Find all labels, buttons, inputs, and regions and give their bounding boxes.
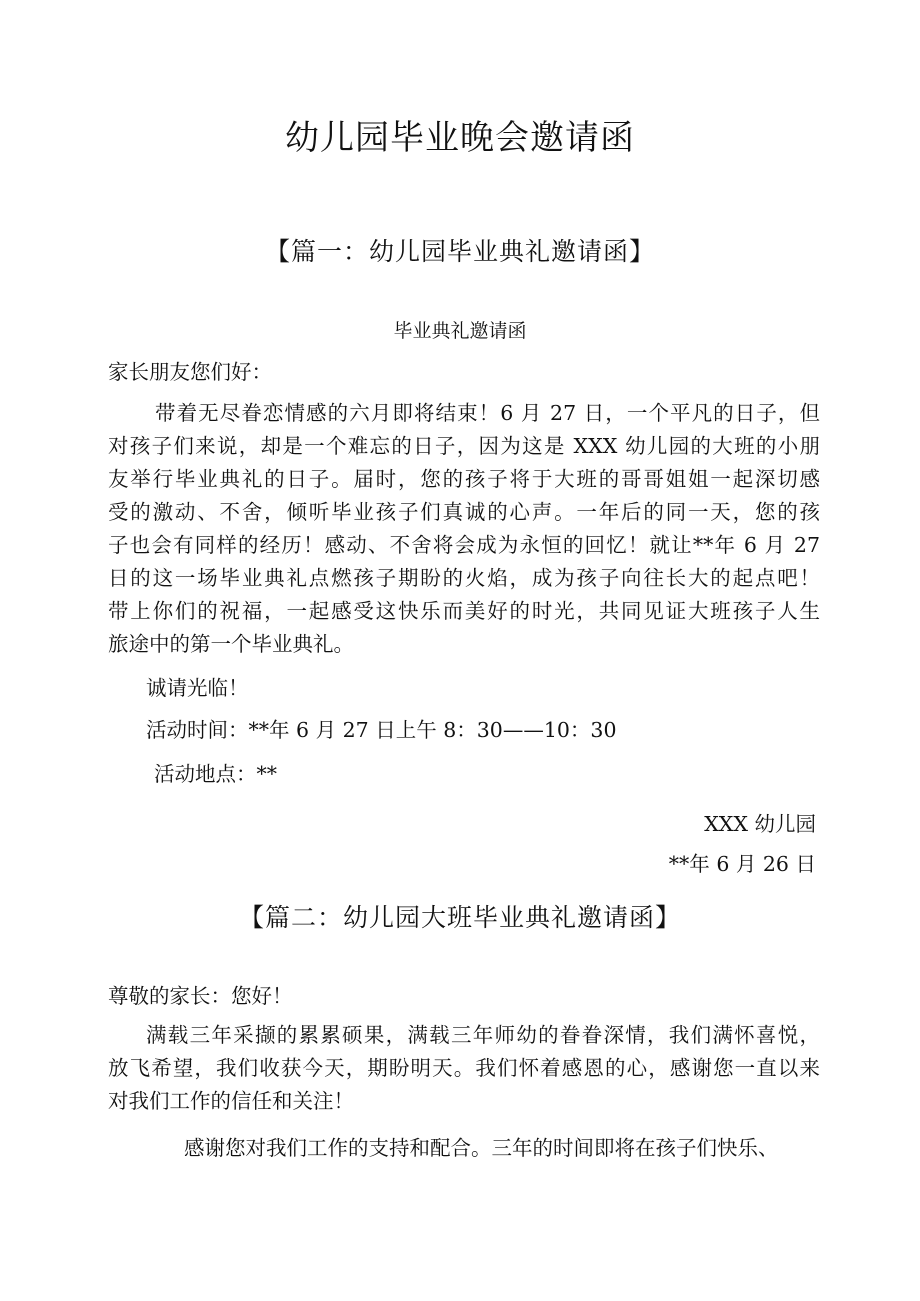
section-2-paragraph-2 (108, 1132, 820, 1165)
body-line: 友举行毕业典礼的日子。届时，您的孩子将于大班的哥哥姐姐一起深切感 (108, 467, 820, 491)
section-2-paragraph-1 (108, 1019, 820, 1118)
section-2-greeting: 尊敬的家长：您好！ (108, 984, 293, 1008)
body-line: 受的激动、不舍，倾听毕业孩子们真诚的心声。一年后的同一天，您的孩 (108, 500, 820, 524)
body-line: 放飞希望，我们收获今天，期盼明天。我们怀着感恩的心，感谢您一直以来 (108, 1056, 820, 1080)
section-1-subtitle: 毕业典礼邀请函 (393, 320, 527, 342)
section-2-heading: 【篇二：幼儿园大班毕业典礼邀请函】 (238, 903, 681, 932)
event-place: 活动地点：** (154, 762, 277, 786)
section-1-heading: 【篇一：幼儿园毕业典礼邀请函】 (264, 237, 655, 266)
signature-date: **年 6 月 26 日 (668, 852, 816, 876)
signature-kindergarten: XXX 幼儿园 (704, 812, 816, 836)
body-line: 带着无尽眷恋情感的六月即将结束！6 月 27 日，一个平凡的日子，但 (155, 401, 820, 425)
invite-line: 诚请光临！ (146, 676, 249, 700)
body-line: 旅途中的第一个毕业典礼。 (108, 632, 354, 656)
document-title: 幼儿园毕业晚会邀请函 (285, 118, 635, 158)
event-time: 活动时间：**年 6 月 27 日上午 8：30——10：30 (146, 718, 617, 742)
body-line: 对我们工作的信任和关注！ (108, 1089, 354, 1113)
section-1-body (108, 397, 820, 661)
section-1-greeting: 家长朋友您们好： (108, 360, 272, 384)
body-line: 对孩子们来说，却是一个难忘的日子，因为这是 XXX 幼儿园的大班的小朋 (108, 434, 820, 458)
body-line: 日的这一场毕业典礼点燃孩子期盼的火焰，成为孩子向往长大的起点吧！ (108, 566, 820, 590)
body-line: 子也会有同样的经历！感动、不舍将会成为永恒的回忆！就让**年 6 月 27 (108, 533, 820, 557)
body-line: 满载三年采撷的累累硕果，满载三年师幼的眷眷深情，我们满怀喜悦， (146, 1023, 820, 1047)
body-line: 感谢您对我们工作的支持和配合。三年的时间即将在孩子们快乐、 (184, 1136, 779, 1160)
body-line: 带上你们的祝福，一起感受这快乐而美好的时光，共同见证大班孩子人生 (108, 599, 820, 623)
